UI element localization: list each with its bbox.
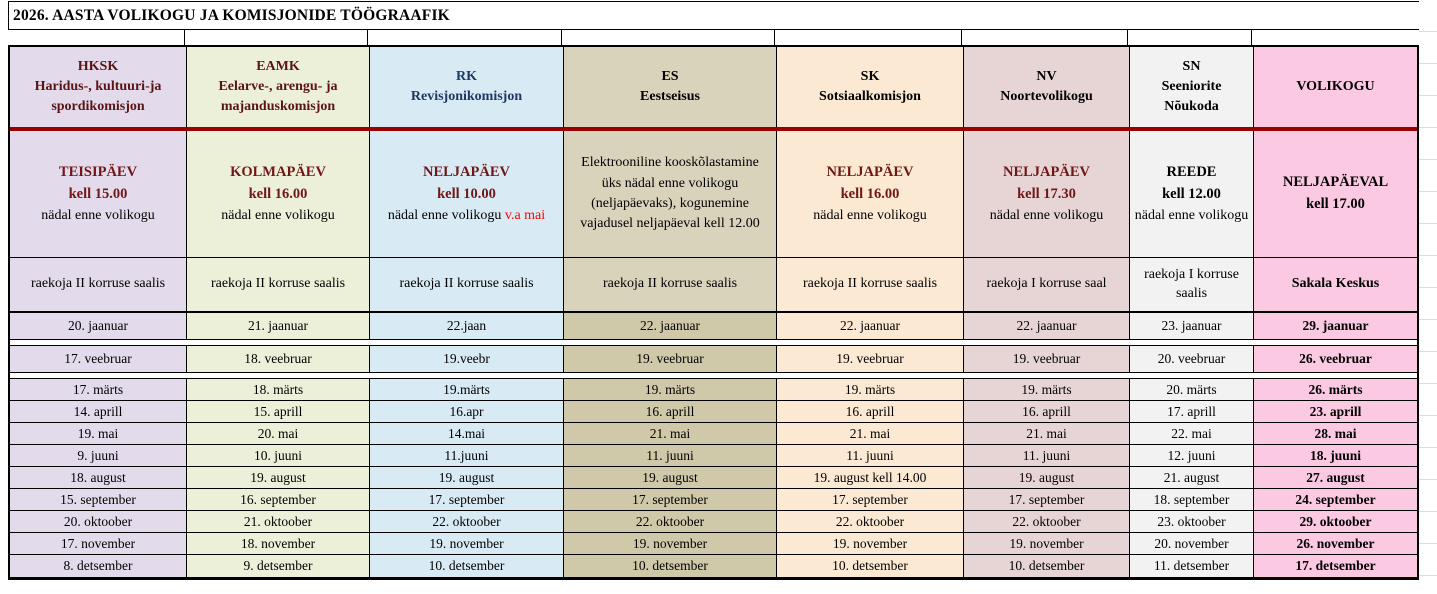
date-cell: 22. oktoober	[564, 511, 777, 533]
location-cell-sn: raekoja I korruse saalis	[1130, 258, 1254, 313]
date-cell: 28. mai	[1254, 423, 1417, 445]
date-cell: 17. märts	[10, 379, 187, 401]
meeting-day: NELJAPÄEVAL	[1282, 174, 1389, 191]
column-header-line: HKSK	[77, 58, 119, 74]
date-cell: 15. aprill	[187, 401, 370, 423]
column-header-line: Sotsiaalkomisjon	[819, 89, 921, 104]
date-cell: 22. jaanuar	[964, 313, 1130, 340]
date-cell: 11. juuni	[964, 445, 1130, 467]
date-cell: 17. detsember	[1254, 555, 1417, 577]
date-cell: 17. veebruar	[10, 346, 187, 373]
column-header-hksk	[10, 47, 187, 127]
date-cell: 10. detsember	[564, 555, 777, 577]
date-cell: 22. oktoober	[964, 511, 1130, 533]
column-header-line: NV	[1036, 68, 1057, 84]
date-cell: 29. jaanuar	[1254, 313, 1417, 340]
date-cell: 19. august	[964, 467, 1130, 489]
date-cell: 11. juuni	[777, 445, 964, 467]
date-cell: 18. veebruar	[187, 346, 370, 373]
gap-band-cell	[185, 30, 368, 45]
date-cell: 19. november	[564, 533, 777, 555]
column-header-es	[564, 47, 777, 127]
meeting-day: REEDE	[1166, 163, 1217, 180]
date-cell: 12. juuni	[1130, 445, 1254, 467]
date-cell: 26. november	[1254, 533, 1417, 555]
schedule-table	[8, 45, 1419, 580]
date-cell: 20. jaanuar	[10, 313, 187, 340]
date-cell: 26. veebruar	[1254, 346, 1417, 373]
date-cell: 23. aprill	[1254, 401, 1417, 423]
date-cell: 20. veebruar	[1130, 346, 1254, 373]
date-cell: 20. november	[1130, 533, 1254, 555]
schedule-cell-nv	[964, 131, 1130, 258]
date-cell: 23. oktoober	[1130, 511, 1254, 533]
date-cell: 11. juuni	[564, 445, 777, 467]
location-cell-volikogu: Sakala Keskus	[1254, 258, 1417, 313]
gap-band-cell	[962, 30, 1128, 45]
location-cell-es: raekoja II korruse saalis	[564, 258, 777, 313]
meeting-time: kell 16.00	[840, 185, 900, 202]
meeting-time: kell 10.00	[437, 185, 496, 202]
date-cell: 9. juuni	[10, 445, 187, 467]
date-cell: 19. august	[564, 467, 777, 489]
column-header-line: Revisjonikomisjon	[410, 89, 523, 104]
gap-band-cell	[1128, 30, 1252, 45]
date-cell: 16. september	[187, 489, 370, 511]
gap-band-cell	[8, 30, 185, 45]
meeting-note: nädal enne volikogu	[813, 208, 927, 224]
date-cell: 21. august	[1130, 467, 1254, 489]
column-header-line: majanduskomisjon	[220, 99, 336, 115]
schedule-cell-rk	[370, 131, 564, 258]
date-cell: 19. veebruar	[564, 346, 777, 373]
date-cell: 19.märts	[370, 379, 564, 401]
date-cell: 17. september	[777, 489, 964, 511]
date-cell: 10. detsember	[777, 555, 964, 577]
date-cell: 22. mai	[1130, 423, 1254, 445]
date-cell: 21. oktoober	[187, 511, 370, 533]
column-header-volikogu	[1254, 47, 1417, 127]
date-cell: 19.veebr	[370, 346, 564, 373]
date-cell: 11.juuni	[370, 445, 564, 467]
date-cell: 22.jaan	[370, 313, 564, 340]
location-cell-hksk: raekoja II korruse saalis	[10, 258, 187, 313]
column-header-rk	[370, 47, 564, 127]
date-cell: 19. november	[370, 533, 564, 555]
date-cell: 16.apr	[370, 401, 564, 423]
date-cell: 10. detsember	[964, 555, 1130, 577]
date-cell: 27. august	[1254, 467, 1417, 489]
meeting-day: NELJAPÄEV	[422, 163, 510, 180]
gap-band-cell	[775, 30, 962, 45]
date-cell: 19. august	[187, 467, 370, 489]
date-cell: 18. november	[187, 533, 370, 555]
date-cell: 22. oktoober	[370, 511, 564, 533]
date-cell: 20. oktoober	[10, 511, 187, 533]
date-cell: 15. september	[10, 489, 187, 511]
date-cell: 18. august	[10, 467, 187, 489]
location-cell-rk: raekoja II korruse saalis	[370, 258, 564, 313]
column-header-line: RK	[456, 68, 477, 84]
date-cell: 14.mai	[370, 423, 564, 445]
date-cell: 19. august	[370, 467, 564, 489]
meeting-note: nädal enne volikogu	[41, 208, 155, 224]
date-cell: 19. november	[777, 533, 964, 555]
date-cell: 11. detsember	[1130, 555, 1254, 577]
date-cell: 16. aprill	[777, 401, 964, 423]
title-gap-band	[8, 30, 1415, 45]
meeting-time: kell 17.00	[1306, 196, 1365, 212]
date-cell: 17. september	[964, 489, 1130, 511]
date-cell: 19. märts	[777, 379, 964, 401]
meeting-note: nädal enne volikogu	[221, 208, 335, 224]
meeting-note: nädal enne volikogu	[1134, 208, 1249, 224]
date-cell: 21. mai	[564, 423, 777, 445]
date-cell: 10. juuni	[187, 445, 370, 467]
meeting-time: kell 12.00	[1162, 185, 1221, 202]
date-cell: 21. jaanuar	[187, 313, 370, 340]
date-cell: 20. märts	[1130, 379, 1254, 401]
meeting-note-exception: v.a mai	[501, 208, 546, 224]
column-header-line: EAMK	[256, 58, 300, 74]
date-cell: 16. aprill	[964, 401, 1130, 423]
column-header-line: ES	[661, 68, 679, 84]
page-title: 2026. AASTA VOLIKOGU JA KOMISJONIDE TÖÖGRAAFIK	[8, 1, 1419, 30]
meeting-day: KOLMAPÄEV	[230, 163, 326, 180]
meeting-time: kell 17.30	[1017, 185, 1076, 202]
meeting-day: TEISIPÄEV	[58, 163, 138, 180]
column-header-nv	[964, 47, 1130, 127]
date-cell: 19. mai	[10, 423, 187, 445]
column-header-line: spordikomisjon	[51, 99, 145, 115]
date-cell: 9. detsember	[187, 555, 370, 577]
date-cell: 22. jaanuar	[777, 313, 964, 340]
date-cell: 17. september	[370, 489, 564, 511]
schedule-cell-sk	[777, 131, 964, 258]
gap-band-cell	[562, 30, 775, 45]
column-header-line: SK	[860, 68, 880, 84]
location-cell-sk: raekoja II korruse saalis	[777, 258, 964, 313]
meeting-time: kell 16.00	[248, 185, 308, 202]
meeting-note: nädal enne volikogu v.a mai	[387, 208, 546, 224]
column-header-eamk	[187, 47, 370, 127]
meeting-time: kell 15.00	[68, 185, 128, 202]
date-cell: 10. detsember	[370, 555, 564, 577]
date-cell: 18. september	[1130, 489, 1254, 511]
date-cell: 16. aprill	[564, 401, 777, 423]
meeting-day: NELJAPÄEV	[826, 163, 914, 180]
date-cell: 18. märts	[187, 379, 370, 401]
column-header-line: VOLIKOGU	[1296, 78, 1375, 94]
meeting-day: NELJAPÄEV	[1002, 163, 1090, 180]
date-cell: 14. aprill	[10, 401, 187, 423]
date-cell: 19. märts	[964, 379, 1130, 401]
column-header-line: Haridus-, kultuuri-ja	[34, 78, 162, 94]
date-cell: 22. jaanuar	[564, 313, 777, 340]
location-cell-eamk: raekoja II korruse saalis	[187, 258, 370, 313]
date-cell: 19. august kell 14.00	[777, 467, 964, 489]
sheet-gridlines	[1419, 0, 1437, 594]
column-header-sk	[777, 47, 964, 127]
date-cell: 24. september	[1254, 489, 1417, 511]
schedule-cell-eamk	[187, 131, 370, 258]
date-cell: 23. jaanuar	[1130, 313, 1254, 340]
column-header-line: Seeniorite	[1161, 78, 1222, 94]
date-cell: 20. mai	[187, 423, 370, 445]
column-header-line: SN	[1182, 58, 1201, 74]
date-cell: 18. juuni	[1254, 445, 1417, 467]
column-header-line: Eelarve-, arengu- ja	[218, 78, 338, 94]
date-cell: 21. mai	[964, 423, 1130, 445]
column-header-sn	[1130, 47, 1254, 127]
date-cell: 19. veebruar	[964, 346, 1130, 373]
date-cell: 8. detsember	[10, 555, 187, 577]
date-cell: 17. november	[10, 533, 187, 555]
schedule-cell-hksk	[10, 131, 187, 258]
date-cell: 29. oktoober	[1254, 511, 1417, 533]
gap-band-cell	[1252, 30, 1415, 45]
schedule-cell-sn	[1130, 131, 1254, 258]
location-cell-nv: raekoja I korruse saal	[964, 258, 1130, 313]
schedule-cell-es: Elektrooniline kooskõlastamine üks nädal enne volikogu (neljapäevaks), kogunemine vajadusel neljapäeval kell 12.00	[564, 131, 777, 258]
date-cell: 26. märts	[1254, 379, 1417, 401]
column-header-line: Noortevolikogu	[1000, 89, 1093, 104]
date-cell: 22. oktoober	[777, 511, 964, 533]
column-header-line: Eestseisus	[640, 89, 700, 104]
gap-band-cell	[368, 30, 562, 45]
schedule-cell-volikogu	[1254, 131, 1417, 258]
date-cell: 19. veebruar	[777, 346, 964, 373]
date-cell: 21. mai	[777, 423, 964, 445]
date-cell: 19. märts	[564, 379, 777, 401]
date-cell: 17. september	[564, 489, 777, 511]
date-cell: 17. aprill	[1130, 401, 1254, 423]
meeting-note: nädal enne volikogu	[989, 208, 1104, 224]
column-header-line: Nõukoda	[1164, 99, 1219, 115]
date-cell: 19. november	[964, 533, 1130, 555]
